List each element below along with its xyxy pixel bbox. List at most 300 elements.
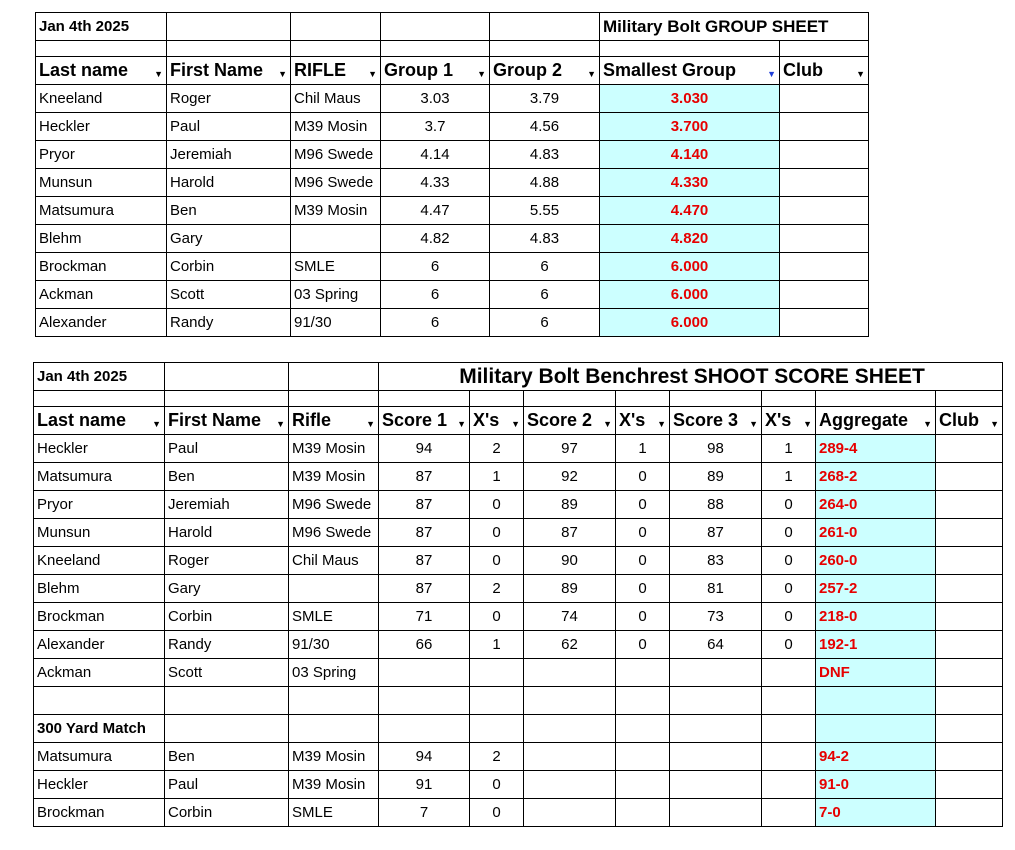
- cell-club[interactable]: [936, 435, 1003, 463]
- cell-score-2[interactable]: [524, 799, 616, 827]
- filter-dropdown-icon[interactable]: ▼: [152, 419, 161, 429]
- cell-score-2[interactable]: [524, 743, 616, 771]
- cell[interactable]: [616, 391, 670, 407]
- cell-first-name[interactable]: Corbin: [165, 603, 289, 631]
- cell-score-2[interactable]: [524, 659, 616, 687]
- cell[interactable]: [780, 41, 869, 57]
- cell-rifle[interactable]: 91/30: [291, 309, 381, 337]
- cell-xs-2[interactable]: 0: [616, 491, 670, 519]
- cell-last-name[interactable]: Pryor: [34, 491, 165, 519]
- cell[interactable]: [165, 715, 289, 743]
- column-header-score-1[interactable]: Score 1 ▼: [379, 407, 470, 435]
- cell[interactable]: [616, 687, 670, 715]
- cell-club[interactable]: [780, 281, 869, 309]
- table-row: [34, 575, 1003, 603]
- table-row: [34, 491, 1003, 519]
- cell-xs-2[interactable]: 0: [616, 547, 670, 575]
- table-row: [36, 309, 869, 337]
- cell-first-name[interactable]: Paul: [167, 113, 291, 141]
- cell[interactable]: [291, 13, 381, 41]
- cell-first-name[interactable]: Jeremiah: [167, 141, 291, 169]
- cell[interactable]: [490, 13, 600, 41]
- cell-club[interactable]: [780, 141, 869, 169]
- cell-first-name[interactable]: Randy: [165, 631, 289, 659]
- cell-xs-1[interactable]: 2: [470, 435, 524, 463]
- filter-dropdown-icon[interactable]: ▼: [923, 419, 932, 429]
- filter-dropdown-icon[interactable]: ▼: [856, 69, 865, 79]
- cell-group-2[interactable]: 4.83: [490, 225, 600, 253]
- cell-score-2[interactable]: 74: [524, 603, 616, 631]
- cell[interactable]: [600, 41, 780, 57]
- cell-club[interactable]: [936, 491, 1003, 519]
- table-row: [34, 743, 1003, 771]
- cell[interactable]: [34, 391, 165, 407]
- score-sheet-table: [33, 362, 1003, 827]
- cell-last-name[interactable]: Kneeland: [34, 547, 165, 575]
- cell-group-2[interactable]: 6: [490, 253, 600, 281]
- cell-xs-1[interactable]: 0: [470, 491, 524, 519]
- cell-xs-3[interactable]: 0: [762, 491, 816, 519]
- cell-rifle[interactable]: M96 Swede: [289, 491, 379, 519]
- cell-xs-2[interactable]: 0: [616, 575, 670, 603]
- cell-club[interactable]: [936, 799, 1003, 827]
- column-header-group-2[interactable]: Group 2 ▼: [490, 57, 600, 85]
- cell-club[interactable]: [780, 85, 869, 113]
- cell-score-3[interactable]: [670, 659, 762, 687]
- cell[interactable]: [936, 687, 1003, 715]
- cell-club[interactable]: [780, 309, 869, 337]
- cell-group-1[interactable]: 6: [381, 253, 490, 281]
- cell-first-name[interactable]: Gary: [167, 225, 291, 253]
- cell-group-2[interactable]: 3.79: [490, 85, 600, 113]
- cell-first-name[interactable]: Harold: [167, 169, 291, 197]
- cell-score-1[interactable]: 91: [379, 771, 470, 799]
- cell-first-name[interactable]: Roger: [165, 547, 289, 575]
- cell-xs-3[interactable]: [762, 799, 816, 827]
- cell-group-1[interactable]: 4.14: [381, 141, 490, 169]
- cell-last-name[interactable]: Heckler: [36, 113, 167, 141]
- cell-last-name[interactable]: Alexander: [36, 309, 167, 337]
- cell-club[interactable]: [936, 519, 1003, 547]
- cell-rifle[interactable]: SMLE: [289, 799, 379, 827]
- cell[interactable]: [670, 687, 762, 715]
- cell-group-2[interactable]: 4.56: [490, 113, 600, 141]
- cell-club[interactable]: [780, 197, 869, 225]
- cell-score-3[interactable]: 88: [670, 491, 762, 519]
- cell-xs-1[interactable]: 2: [470, 743, 524, 771]
- cell-aggregate[interactable]: DNF: [816, 659, 936, 687]
- cell-club[interactable]: [936, 463, 1003, 491]
- cell-score-3[interactable]: 81: [670, 575, 762, 603]
- column-header-club[interactable]: Club ▼: [780, 57, 869, 85]
- cell-group-1[interactable]: 6: [381, 309, 490, 337]
- cell[interactable]: [36, 41, 167, 57]
- cell[interactable]: [165, 363, 289, 391]
- cell-rifle[interactable]: M39 Mosin: [289, 463, 379, 491]
- cell-xs-1[interactable]: 1: [470, 631, 524, 659]
- cell-first-name[interactable]: Paul: [165, 771, 289, 799]
- column-header-club[interactable]: Club ▼: [936, 407, 1003, 435]
- cell-last-name[interactable]: Kneeland: [36, 85, 167, 113]
- cell[interactable]: [381, 41, 490, 57]
- cell-rifle[interactable]: [289, 575, 379, 603]
- cell-last-name[interactable]: Pryor: [36, 141, 167, 169]
- cell-last-name[interactable]: Munsun: [36, 169, 167, 197]
- column-header-last-name[interactable]: Last name ▼: [34, 407, 165, 435]
- cell-group-1[interactable]: 4.82: [381, 225, 490, 253]
- cell-xs-1[interactable]: 2: [470, 575, 524, 603]
- column-header-first-name[interactable]: First Name ▼: [167, 57, 291, 85]
- cell-club[interactable]: [780, 225, 869, 253]
- cell-score-3[interactable]: 83: [670, 547, 762, 575]
- cell-score-2[interactable]: 87: [524, 519, 616, 547]
- cell-score-2[interactable]: 62: [524, 631, 616, 659]
- cell-aggregate[interactable]: 268-2: [816, 463, 936, 491]
- cell-xs-3[interactable]: 0: [762, 519, 816, 547]
- cell-score-2[interactable]: 90: [524, 547, 616, 575]
- filter-dropdown-icon[interactable]: ▼: [276, 419, 285, 429]
- cell-rifle[interactable]: M96 Swede: [291, 141, 381, 169]
- cell-xs-3[interactable]: 0: [762, 547, 816, 575]
- cell[interactable]: [289, 363, 379, 391]
- cell-club[interactable]: [936, 631, 1003, 659]
- cell[interactable]: [762, 687, 816, 715]
- cell[interactable]: [291, 41, 381, 57]
- cell-first-name[interactable]: Roger: [167, 85, 291, 113]
- cell-xs-3[interactable]: 0: [762, 575, 816, 603]
- cell-score-3[interactable]: 64: [670, 631, 762, 659]
- cell[interactable]: [167, 41, 291, 57]
- cell[interactable]: [381, 13, 490, 41]
- cell-xs-3[interactable]: [762, 771, 816, 799]
- cell-xs-3[interactable]: 0: [762, 603, 816, 631]
- cell-last-name[interactable]: Brockman: [36, 253, 167, 281]
- column-header-xs-1[interactable]: X's ▼: [470, 407, 524, 435]
- cell-first-name[interactable]: Harold: [165, 519, 289, 547]
- cell[interactable]: [379, 687, 470, 715]
- cell-score-1[interactable]: 66: [379, 631, 470, 659]
- cell-xs-1[interactable]: 0: [470, 771, 524, 799]
- cell-first-name[interactable]: Ben: [165, 743, 289, 771]
- filter-dropdown-icon[interactable]: ▼: [657, 419, 666, 429]
- cell-xs-1[interactable]: 0: [470, 799, 524, 827]
- cell-group-1[interactable]: 6: [381, 281, 490, 309]
- filter-dropdown-icon[interactable]: ▼: [603, 419, 612, 429]
- cell-group-1[interactable]: 4.47: [381, 197, 490, 225]
- cell-xs-2[interactable]: [616, 799, 670, 827]
- filter-dropdown-icon[interactable]: ▼: [368, 69, 377, 79]
- cell-club[interactable]: [936, 575, 1003, 603]
- cell[interactable]: [470, 391, 524, 407]
- cell-club[interactable]: [936, 659, 1003, 687]
- column-header-last-name[interactable]: Last name ▼: [36, 57, 167, 85]
- cell-rifle[interactable]: M96 Swede: [291, 169, 381, 197]
- table-row: [36, 85, 869, 113]
- table-row: [34, 659, 1003, 687]
- cell[interactable]: [490, 41, 600, 57]
- cell-last-name[interactable]: Blehm: [36, 225, 167, 253]
- column-header-xs-3[interactable]: X's ▼: [762, 407, 816, 435]
- cell-aggregate[interactable]: 218-0: [816, 603, 936, 631]
- cell[interactable]: [470, 715, 524, 743]
- group-sheet-title[interactable]: Military Bolt GROUP SHEET: [600, 13, 869, 41]
- cell-score-1[interactable]: 71: [379, 603, 470, 631]
- cell[interactable]: [670, 715, 762, 743]
- cell-score-2[interactable]: 89: [524, 491, 616, 519]
- sorted-filter-dropdown-icon[interactable]: ▼: [767, 69, 776, 79]
- cell-last-name[interactable]: Matsumura: [34, 463, 165, 491]
- section-row-300-yard: [34, 715, 1003, 743]
- cell-club[interactable]: [780, 113, 869, 141]
- cell-smallest-group[interactable]: 6.000: [600, 253, 780, 281]
- cell-score-1[interactable]: [379, 659, 470, 687]
- filter-dropdown-icon[interactable]: ▼: [511, 419, 520, 429]
- cell-first-name[interactable]: Jeremiah: [165, 491, 289, 519]
- cell-club[interactable]: [936, 771, 1003, 799]
- cell-xs-2[interactable]: 0: [616, 631, 670, 659]
- table-row: [36, 169, 869, 197]
- cell-score-1[interactable]: 94: [379, 435, 470, 463]
- cell-score-2[interactable]: [524, 771, 616, 799]
- cell-club[interactable]: [780, 253, 869, 281]
- cell-smallest-group[interactable]: 3.700: [600, 113, 780, 141]
- table-row: [34, 631, 1003, 659]
- cell-first-name[interactable]: Randy: [167, 309, 291, 337]
- cell-first-name[interactable]: Ben: [165, 463, 289, 491]
- filter-dropdown-icon[interactable]: ▼: [477, 69, 486, 79]
- cell-xs-2[interactable]: 1: [616, 435, 670, 463]
- cell-xs-3[interactable]: 0: [762, 631, 816, 659]
- cell-score-1[interactable]: 87: [379, 463, 470, 491]
- cell-last-name[interactable]: Munsun: [34, 519, 165, 547]
- cell-xs-2[interactable]: [616, 659, 670, 687]
- cell[interactable]: [936, 715, 1003, 743]
- cell-score-1[interactable]: 87: [379, 547, 470, 575]
- cell-first-name[interactable]: Gary: [165, 575, 289, 603]
- cell-aggregate[interactable]: 91-0: [816, 771, 936, 799]
- cell[interactable]: [289, 715, 379, 743]
- cell-last-name[interactable]: Heckler: [34, 435, 165, 463]
- group-sheet-date[interactable]: Jan 4th 2025: [36, 13, 167, 41]
- cell-xs-3[interactable]: [762, 743, 816, 771]
- table-row: [36, 281, 869, 309]
- cell-last-name[interactable]: Blehm: [34, 575, 165, 603]
- column-header-xs-2[interactable]: X's ▼: [616, 407, 670, 435]
- cell-smallest-group[interactable]: 4.470: [600, 197, 780, 225]
- filter-dropdown-icon[interactable]: ▼: [990, 419, 999, 429]
- cell-rifle[interactable]: Chil Maus: [291, 85, 381, 113]
- cell-group-2[interactable]: 6: [490, 309, 600, 337]
- section-label-300-yard[interactable]: 300 Yard Match: [34, 715, 165, 743]
- cell-last-name[interactable]: Matsumura: [34, 743, 165, 771]
- filter-dropdown-icon[interactable]: ▼: [749, 419, 758, 429]
- cell-last-name[interactable]: Ackman: [36, 281, 167, 309]
- filter-dropdown-icon[interactable]: ▼: [278, 69, 287, 79]
- cell-score-2[interactable]: 92: [524, 463, 616, 491]
- table-row: [34, 519, 1003, 547]
- cell-score-3[interactable]: 98: [670, 435, 762, 463]
- cell[interactable]: [524, 715, 616, 743]
- filter-dropdown-icon[interactable]: ▼: [366, 419, 375, 429]
- cell-xs-2[interactable]: 0: [616, 519, 670, 547]
- column-header-rifle[interactable]: RIFLE ▼: [291, 57, 381, 85]
- cell-xs-1[interactable]: 0: [470, 603, 524, 631]
- cell-score-1[interactable]: 87: [379, 519, 470, 547]
- cell-rifle[interactable]: Chil Maus: [289, 547, 379, 575]
- cell[interactable]: [34, 687, 165, 715]
- cell-aggregate[interactable]: 289-4: [816, 435, 936, 463]
- cell-group-1[interactable]: 3.7: [381, 113, 490, 141]
- column-header-score-3[interactable]: Score 3 ▼: [670, 407, 762, 435]
- cell-xs-2[interactable]: 0: [616, 603, 670, 631]
- filter-dropdown-icon[interactable]: ▼: [457, 419, 466, 429]
- cell-group-2[interactable]: 4.83: [490, 141, 600, 169]
- cell[interactable]: [616, 715, 670, 743]
- cell-rifle[interactable]: SMLE: [289, 603, 379, 631]
- cell-score-3[interactable]: [670, 799, 762, 827]
- cell-club[interactable]: [936, 603, 1003, 631]
- filter-dropdown-icon[interactable]: ▼: [154, 69, 163, 79]
- cell-aggregate[interactable]: 192-1: [816, 631, 936, 659]
- cell[interactable]: [379, 391, 470, 407]
- cell-first-name[interactable]: Scott: [165, 659, 289, 687]
- cell-rifle[interactable]: M39 Mosin: [289, 435, 379, 463]
- cell[interactable]: [167, 13, 291, 41]
- table-row: [34, 799, 1003, 827]
- cell-first-name[interactable]: Ben: [167, 197, 291, 225]
- cell[interactable]: [165, 391, 289, 407]
- column-header-smallest-group[interactable]: Smallest Group ▼: [600, 57, 780, 85]
- cell[interactable]: [165, 687, 289, 715]
- cell-xs-1[interactable]: 0: [470, 519, 524, 547]
- cell[interactable]: [379, 715, 470, 743]
- cell-club[interactable]: [780, 169, 869, 197]
- cell-aggregate[interactable]: 260-0: [816, 547, 936, 575]
- cell-last-name[interactable]: Brockman: [34, 603, 165, 631]
- cell[interactable]: [670, 391, 762, 407]
- cell-xs-1[interactable]: 0: [470, 547, 524, 575]
- cell-last-name[interactable]: Brockman: [34, 799, 165, 827]
- cell-aggregate[interactable]: 7-0: [816, 799, 936, 827]
- table-row: [34, 547, 1003, 575]
- cell-rifle[interactable]: M39 Mosin: [289, 743, 379, 771]
- cell-aggregate[interactable]: 264-0: [816, 491, 936, 519]
- cell-group-1[interactable]: 4.33: [381, 169, 490, 197]
- cell-group-2[interactable]: 6: [490, 281, 600, 309]
- cell[interactable]: [762, 715, 816, 743]
- cell-last-name[interactable]: Heckler: [34, 771, 165, 799]
- column-header-group-1[interactable]: Group 1 ▼: [381, 57, 490, 85]
- cell-last-name[interactable]: Alexander: [34, 631, 165, 659]
- cell[interactable]: [816, 715, 936, 743]
- cell[interactable]: [524, 391, 616, 407]
- cell-group-2[interactable]: 5.55: [490, 197, 600, 225]
- cell-smallest-group[interactable]: 4.820: [600, 225, 780, 253]
- cell-rifle[interactable]: M39 Mosin: [291, 197, 381, 225]
- table-row: [36, 225, 869, 253]
- cell-rifle[interactable]: 03 Spring: [291, 281, 381, 309]
- cell-xs-3[interactable]: [762, 659, 816, 687]
- table-row: [34, 463, 1003, 491]
- cell-score-3[interactable]: [670, 771, 762, 799]
- cell-smallest-group[interactable]: 6.000: [600, 281, 780, 309]
- cell-rifle[interactable]: SMLE: [291, 253, 381, 281]
- cell-first-name[interactable]: Paul: [165, 435, 289, 463]
- cell-xs-3[interactable]: 1: [762, 463, 816, 491]
- cell[interactable]: [289, 687, 379, 715]
- cell-score-1[interactable]: 94: [379, 743, 470, 771]
- cell-score-3[interactable]: 73: [670, 603, 762, 631]
- cell-aggregate[interactable]: 257-2: [816, 575, 936, 603]
- table-row: [34, 603, 1003, 631]
- cell-score-2[interactable]: 97: [524, 435, 616, 463]
- cell-rifle[interactable]: 91/30: [289, 631, 379, 659]
- cell-rifle[interactable]: M39 Mosin: [291, 113, 381, 141]
- cell[interactable]: [816, 391, 936, 407]
- cell-xs-1[interactable]: [470, 659, 524, 687]
- cell-xs-3[interactable]: 1: [762, 435, 816, 463]
- cell-club[interactable]: [936, 743, 1003, 771]
- cell[interactable]: [762, 391, 816, 407]
- filter-dropdown-icon[interactable]: ▼: [803, 419, 812, 429]
- cell-smallest-group[interactable]: 3.030: [600, 85, 780, 113]
- filter-dropdown-icon[interactable]: ▼: [587, 69, 596, 79]
- cell-rifle[interactable]: [291, 225, 381, 253]
- cell-rifle[interactable]: M39 Mosin: [289, 771, 379, 799]
- cell-score-1[interactable]: 87: [379, 491, 470, 519]
- cell[interactable]: [470, 687, 524, 715]
- cell[interactable]: [936, 391, 1003, 407]
- cell-club[interactable]: [936, 547, 1003, 575]
- cell-score-1[interactable]: 87: [379, 575, 470, 603]
- table-row: [34, 771, 1003, 799]
- cell-xs-2[interactable]: [616, 743, 670, 771]
- cell-group-1[interactable]: 3.03: [381, 85, 490, 113]
- cell-rifle[interactable]: 03 Spring: [289, 659, 379, 687]
- cell-score-2[interactable]: 89: [524, 575, 616, 603]
- cell-aggregate[interactable]: 94-2: [816, 743, 936, 771]
- cell-xs-2[interactable]: [616, 771, 670, 799]
- column-header-first-name[interactable]: First Name ▼: [165, 407, 289, 435]
- cell-xs-1[interactable]: 1: [470, 463, 524, 491]
- cell[interactable]: [524, 687, 616, 715]
- cell-smallest-group[interactable]: 4.140: [600, 141, 780, 169]
- cell-score-3[interactable]: 87: [670, 519, 762, 547]
- cell-xs-2[interactable]: 0: [616, 463, 670, 491]
- cell-group-2[interactable]: 4.88: [490, 169, 600, 197]
- table-row: [34, 435, 1003, 463]
- cell-aggregate[interactable]: 261-0: [816, 519, 936, 547]
- cell-score-3[interactable]: [670, 743, 762, 771]
- column-header-rifle[interactable]: Rifle ▼: [289, 407, 379, 435]
- cell-last-name[interactable]: Ackman: [34, 659, 165, 687]
- cell-smallest-group[interactable]: 6.000: [600, 309, 780, 337]
- cell-first-name[interactable]: Corbin: [165, 799, 289, 827]
- cell-score-1[interactable]: 7: [379, 799, 470, 827]
- cell[interactable]: [289, 391, 379, 407]
- score-sheet-date[interactable]: Jan 4th 2025: [34, 363, 165, 391]
- column-header-aggregate[interactable]: Aggregate ▼: [816, 407, 936, 435]
- cell[interactable]: [816, 687, 936, 715]
- cell-score-3[interactable]: 89: [670, 463, 762, 491]
- cell-rifle[interactable]: M96 Swede: [289, 519, 379, 547]
- cell-last-name[interactable]: Matsumura: [36, 197, 167, 225]
- cell-first-name[interactable]: Scott: [167, 281, 291, 309]
- score-sheet-title[interactable]: Military Bolt Benchrest SHOOT SCORE SHEET: [379, 363, 1003, 391]
- cell-first-name[interactable]: Corbin: [167, 253, 291, 281]
- column-header-score-2[interactable]: Score 2 ▼: [524, 407, 616, 435]
- cell-smallest-group[interactable]: 4.330: [600, 169, 780, 197]
